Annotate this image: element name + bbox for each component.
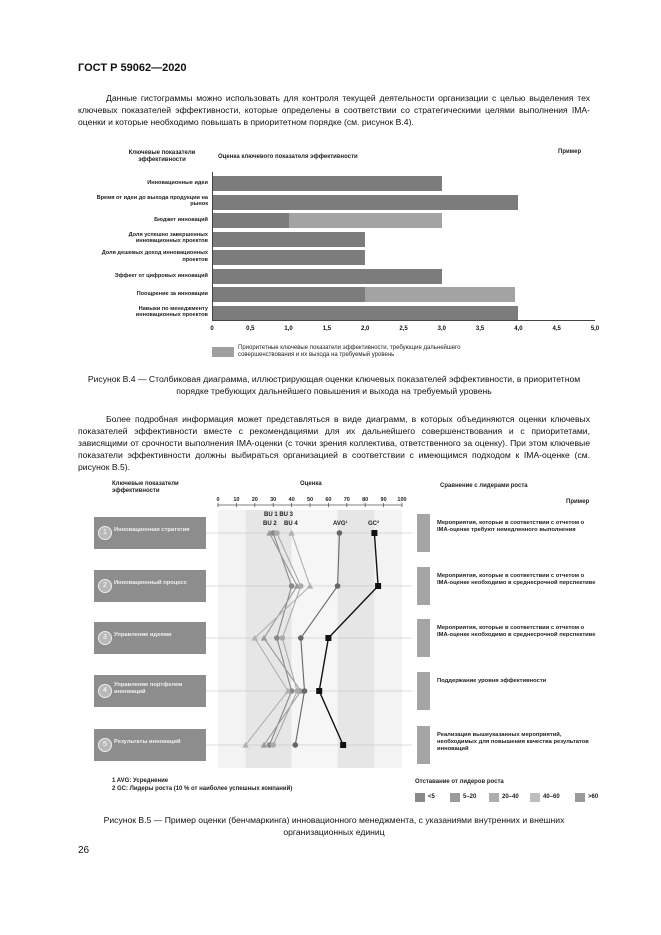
b5-legend-label: 20–40 [502,794,519,800]
b4-category-label: Бюджет инноваций [154,217,208,223]
b5-gap-indicator [417,619,430,657]
b5-recommendation: Мероприятия, которые в соответствии с отчетом о IMA-оценке требуют немедленного выполнения [437,520,585,533]
b5-legend-label: 5–20 [463,794,477,800]
b5-kpi-box [94,570,206,602]
b5-legend-swatch [415,793,425,802]
b5-x-tick: 100 [397,497,407,503]
b4-example-label: Пример [558,149,582,155]
b5-point [298,583,304,589]
b5-point [340,742,346,748]
b4-x-tick: 3,0 [437,326,446,332]
b5-kpi-label: Управление идеями [114,632,172,638]
b4-x-tick: 4,5 [552,326,561,332]
b5-example-label: Пример [566,499,590,505]
b5-x-tick: 90 [380,497,387,503]
b5-point [270,742,276,748]
b5-x-tick: 20 [251,497,258,503]
b4-x-tick: 0 [210,326,214,332]
b5-label-bu4: BU 4 [284,521,298,527]
b4-category-label: Доля дешевых доход инновационных проектов [101,250,208,263]
b5-kpi-box [94,622,206,654]
b5-gap-indicator [417,567,430,605]
b5-label-gc: GC² [368,521,379,527]
b5-kpi-number: 3 [98,631,112,645]
b5-kpi-box [94,729,206,761]
b5-legend-swatch [575,793,585,802]
b4-category-label: Навыки по менеджменту инновационных проектов [135,305,208,318]
b5-point [274,635,280,641]
b5-x-tick: 70 [343,497,350,503]
b4-legend-text: Приоритетные ключевые показатели эффективности, требующие дальнейшего совершенствования и их выхода на требуемый уровень [238,345,461,358]
b5-kpi-label: Инновационный процесс [114,580,187,586]
b4-x-tick: 3,5 [475,326,485,332]
b5-point [337,530,343,536]
b5-score-band [218,510,246,768]
b5-x-tick: 10 [233,497,240,503]
b5-kpi-number: 5 [98,738,112,752]
b5-point [294,688,300,694]
b5-score-band [374,510,402,768]
b5-gap-indicator [417,672,430,710]
b5-kpi-box [94,517,206,549]
b4-category-label: Поощрение за инновации [136,291,208,297]
b5-label-bu2: BU 2 [263,521,277,527]
b5-gap-indicator [417,726,430,764]
b5-kpi-label: Результаты инноваций [114,739,181,745]
b5-kpi-box [94,675,206,707]
b5-xlabel: Оценка [300,481,322,487]
b5-recommendation: Реализация вышеуказанных мероприятий, необходимых для повышения качества результатов инноваций [437,732,589,752]
b4-x-tick: 5,0 [590,326,600,332]
b5-kpi-number: 1 [98,526,112,540]
b5-point [289,583,295,589]
b5-recommendation: Мероприятия, которые в соответствии с отчетом о IMA-оценке необходимо в среднесрочной перспективе [437,625,596,638]
b5-x-tick: 30 [270,497,277,503]
b5-x-tick: 40 [288,497,295,503]
b4-x-tick: 0,5 [246,326,255,332]
b5-point [280,635,286,641]
b5-x-tick: 60 [325,497,332,503]
b5-kpi-label: Инновационная стратегия [114,527,190,533]
b5-recommendation: Поддержание уровня эффективности [437,678,547,684]
b5-point [375,583,381,589]
b5-footnote-1: 1 AVG: Усреднение [112,778,169,784]
b4-x-tick: 4,0 [514,326,523,332]
b5-legend-label: <5 [428,794,435,800]
b4-category-label: Инновационные идеи [147,180,208,186]
b5-label-avg: AVG¹ [333,521,348,527]
b5-x-tick: 0 [216,497,220,503]
b5-ylabel: Ключевые показатели эффективности [112,481,179,494]
b5-gap-indicator [417,514,430,552]
b5-footnote-2: 2 GC: Лидеры роста (10 % от наиболее успешных компаний) [112,786,293,792]
b5-kpi-label: Управление портфелем инноваций [114,682,183,695]
intro-paragraph: Данные гистограммы можно использовать для контроля текущей деятельности организации с целью выделения тех ключевых показателей эффективности, которые определены в соответствии со стратегическими целями выполнения IMA-оценки и которые необходимо повышать в приоритетном порядке (см. рисунок В.4). [78,93,590,127]
b5-legend-title: Отставание от лидеров роста [415,779,504,785]
document-id: ГОСТ Р 59062—2020 [78,62,187,74]
b4-category-label: Время от идеи до выхода продукции на рынок [96,194,208,207]
b5-kpi-number: 4 [98,684,112,698]
b5-point [335,583,341,589]
b5-score-band [338,510,375,768]
b5-point [298,635,304,641]
b4-x-tick: 2,0 [361,326,370,332]
b5-kpi-number: 2 [98,579,112,593]
b5-legend-label: 40–60 [543,794,560,800]
b5-recommendation: Мероприятия, которые в соответствии с отчетом о IMA-оценке необходимо в среднесрочной перспективе [437,573,596,586]
b5-legend-swatch [530,793,540,802]
b5-point [371,530,377,536]
page-number: 26 [78,845,90,856]
b5-point [316,688,322,694]
b4-ylabel: Ключевые показатели эффективности [128,150,196,163]
figure-b4-caption: Рисунок В.4 — Столбиковая диаграмма, иллюстрирующая оценки ключевых показателей эффективности, в приоритетном порядке требующих дальнейшего повышения и выхода на требуемый уровень [87,374,581,396]
figure-b5-caption: Рисунок В.5 — Пример оценки (бенчмаркинга) инновационного менеджмента, с указаниями внутренних и внешних организационных единиц [103,815,565,837]
b4-x-tick: 2,5 [399,326,408,332]
b5-point [292,742,298,748]
b5-right-title: Сравнение с лидерами роста [440,483,528,489]
between-paragraph: Более подробная информация может представляться в виде диаграмм, в которых объединяются оценки ключевых показателей эффективности вместе с рекомендациями для их дальнейшего совершенствования и с приоритетами, зависящими от срочности выполнения IMA-оценки (с точки зрения коллектива, ответственного за оценку). При этом ключевые показатели эффективности должны выбираться организацией в соответствии с имеющимся подходом к IMA-оценке (см. рисунок В.5). [78,414,590,472]
b4-x-tick: 1,5 [322,326,332,332]
b5-point [325,635,331,641]
b4-chart-title: Оценка ключевого показателя эффективности [218,154,358,160]
b4-category-label: Эффект от цифровых инноваций [114,272,208,279]
b5-legend-label: >60 [588,794,599,800]
b4-x-tick: 1,0 [284,326,293,332]
b5-legend-swatch [450,793,460,802]
b5-label-bu13: BU 1 BU 3 [264,512,294,518]
b5-legend-swatch [489,793,499,802]
b4-category-label: Доля успешно завершенных инновационных проектов [128,231,208,244]
b5-x-tick: 80 [362,497,369,503]
b5-x-tick: 50 [306,497,314,503]
b5-point [274,530,280,536]
b5-point [302,688,308,694]
